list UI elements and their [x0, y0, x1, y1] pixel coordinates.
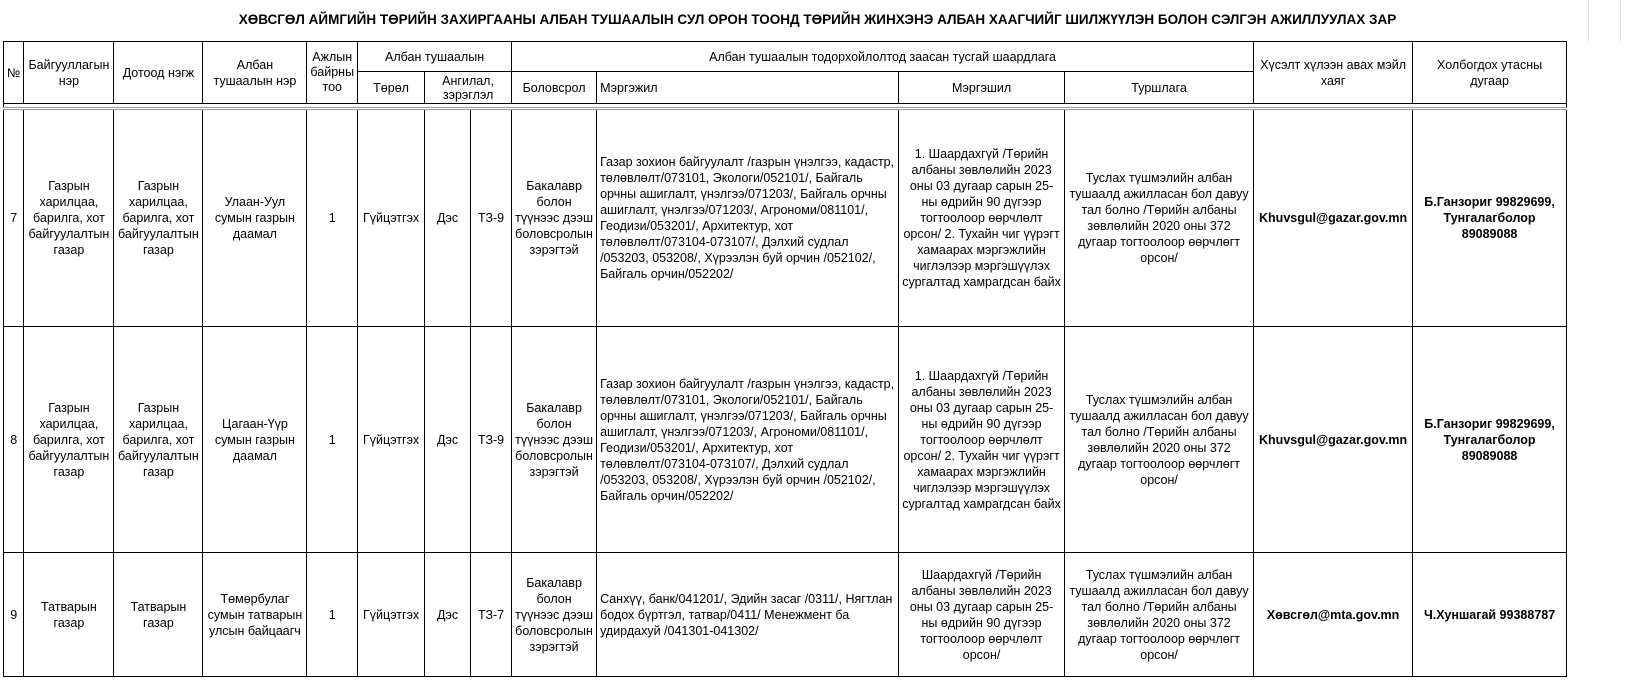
row-type: Гүйцэтгэх	[358, 327, 425, 553]
row-type: Гүйцэтгэх	[358, 553, 425, 677]
row-grade: ТЗ-9	[471, 109, 512, 327]
row-email: Khuvsgul@gazar.gov.mn	[1254, 109, 1413, 327]
row-education: Бакалавр болон түүнээс дээш боловсролын зэрэгтэй	[512, 327, 597, 553]
row-phone: Б.Ганзориг 99829699, Тунгалагболор 89089088	[1413, 327, 1567, 553]
row-education: Бакалавр болон түүнээс дээш боловсролын зэрэгтэй	[512, 109, 597, 327]
header-row-1	[4, 42, 1567, 72]
header-rank: Ангилал, зэрэглэл	[425, 72, 512, 104]
row-experience: Туслах түшмэлийн албан тушаалд ажилласан бол давуу тал болно /Төрийн албаны зөвлөлийн 2020 оны 372 дугаар тогтоолоор өөрчлөгт орсон/	[1065, 327, 1254, 553]
row-profession: Газар зохион байгуулалт /газрын үнэлгээ, кадастр, төлөвлөлт/073101, Экологи/052101/, Байгаль орчны ашиглалт, үнэлгээ/071203/, Байгаль орчны ашиглалт, үнэлгээ/071203/, Агрономи/081101/, Геодизи/053201/, Архитектур, хот төлөвлөлт/073104-073107/, Дэлхий судлал /053203, 053208/, Хүрээлэн буй орчин /052102/, Байгаль орчин/052202/	[597, 327, 899, 553]
row-qualification: 1. Шаардахгүй /Төрийн албаны зөвлөлийн 2023 оны 03 дугаар сарын 25-ны өдрийн 90 дүгээр тогтоолоор өөрчлөлт орсон/ 2. Тухайн чиг үүрэгт хамаарах мэргэжлийн чиглэлээр мэргэшүүлэх сургалтад хамрагдсан байх	[899, 327, 1065, 553]
vacancy-table	[3, 41, 1567, 677]
row-qualification: 1. Шаардахгүй /Төрийн албаны зөвлөлийн 2023 оны 03 дугаар сарын 25-ны өдрийн 90 дүгээр тогтоолоор өөрчлөлт орсон/ 2. Тухайн чиг үүрэгт хамаарах мэргэжлийн чиглэлээр мэргэшүүлэх сургалтад хамрагдсан байх	[899, 109, 1065, 327]
header-num: №	[4, 42, 24, 104]
header-profession: Мэргэжил	[597, 72, 899, 104]
page-title: ХӨВСГӨЛ АЙМГИЙН ТӨРИЙН ЗАХИРГААНЫ АЛБАН ТУШААЛЫН СУЛ ОРОН ТООНД ТӨРИЙН ЖИНХЭНЭ АЛБАН ХААГЧИЙГ ШИЛЖҮҮЛЭН БОЛОН СЭЛГЭН АЖИЛЛУУЛАХ ЗАР	[238, 12, 1397, 27]
row-type: Гүйцэтгэх	[358, 109, 425, 327]
row-qualification: Шаардахгүй /Төрийн албаны зөвлөлийн 2023 оны 03 дугаар сарын 25-ны өдрийн 90 дүгээр тогтоолоор өөрчлөлт орсон/	[899, 553, 1065, 677]
row-position: Улаан-Уул сумын газрын даамал	[203, 109, 307, 327]
row-unit: Газрын харилцаа, барилга, хот байгуулалтын газар	[114, 109, 203, 327]
row-rank: Дэс	[425, 327, 471, 553]
row-experience: Туслах түшмэлийн албан тушаалд ажилласан бол давуу тал болно /Төрийн албаны зөвлөлийн 2020 оны 372 дугаар тогтоолоор өөрчлөгт орсон/	[1065, 553, 1254, 677]
header-phone: Холбогдох утасны дугаар	[1413, 42, 1567, 104]
row-org: Газрын харилцаа, барилга, хот байгуулалтын газар	[24, 327, 114, 553]
row-count: 1	[307, 327, 358, 553]
row-phone: Ч.Хуншагай 99388787	[1413, 553, 1567, 677]
table-row	[4, 553, 1567, 677]
header-type: Төрөл	[358, 72, 425, 104]
row-count: 1	[307, 553, 358, 677]
row-count: 1	[307, 109, 358, 327]
header-position-group: Албан тушаалын	[358, 42, 512, 72]
row-profession: Газар зохион байгуулалт /газрын үнэлгээ, кадастр, төлөвлөлт/073101, Экологи/052101/, Байгаль орчны ашиглалт, үнэлгээ/071203/, Байгаль орчны ашиглалт, үнэлгээ/071203/, Агрономи/081101/, Геодизи/053201/, Архитектур, хот төлөвлөлт/073104-073107/, Дэлхий судлал /053203, 053208/, Хүрээлэн буй орчин /052102/, Байгаль орчин/052202/	[597, 109, 899, 327]
row-unit: Татварын газар	[114, 553, 203, 677]
row-position: Төмөрбулаг сумын татварын улсын байцаагч	[203, 553, 307, 677]
row-profession: Санхүү, банк/041201/, Эдийн засаг /0311/, Нягтлан бодох бүртгэл, татвар/0411/ Менежмент ба удирдахуй /041301-041302/	[597, 553, 899, 677]
row-unit: Газрын харилцаа, барилга, хот байгуулалтын газар	[114, 327, 203, 553]
row-email: Khuvsgul@gazar.gov.mn	[1254, 327, 1413, 553]
row-num: 9	[4, 553, 24, 677]
row-rank: Дэс	[425, 109, 471, 327]
row-experience: Туслах түшмэлийн албан тушаалд ажилласан бол давуу тал болно /Төрийн албаны зөвлөлийн 2020 оны 372 дугаар тогтоолоор өөрчлөгт орсон/	[1065, 109, 1254, 327]
header-count: Ажлын байрны тоо	[307, 42, 358, 104]
header-requirements-group: Албан тушаалын тодорхойлолтод заасан тусгай шаардлага	[512, 42, 1254, 72]
header-position: Албан тушаалын нэр	[203, 42, 307, 104]
row-rank: Дэс	[425, 553, 471, 677]
row-grade: ТЗ-9	[471, 327, 512, 553]
row-grade: ТЗ-7	[471, 553, 512, 677]
row-phone: Б.Ганзориг 99829699, Тунгалагболор 89089088	[1413, 109, 1567, 327]
header-email: Хүсэлт хүлээн авах мэйл хаяг	[1254, 42, 1413, 104]
header-qualification: Мэргэшил	[899, 72, 1065, 104]
row-num: 7	[4, 109, 24, 327]
row-org: Татварын газар	[24, 553, 114, 677]
table-row	[4, 327, 1567, 553]
header-org: Байгууллагын нэр	[24, 42, 114, 104]
row-email: Хөвсгөл@mta.gov.mn	[1254, 553, 1413, 677]
table-row	[4, 109, 1567, 327]
row-org: Газрын харилцаа, барилга, хот байгуулалтын газар	[24, 109, 114, 327]
header-education: Боловсрол	[512, 72, 597, 104]
row-position: Цагаан-Үүр сумын газрын даамал	[203, 327, 307, 553]
header-unit: Дотоод нэгж	[114, 42, 203, 104]
header-experience: Туршлага	[1065, 72, 1254, 104]
row-education: Бакалавр болон түүнээс дээш боловсролын зэрэгтэй	[512, 553, 597, 677]
row-num: 8	[4, 327, 24, 553]
